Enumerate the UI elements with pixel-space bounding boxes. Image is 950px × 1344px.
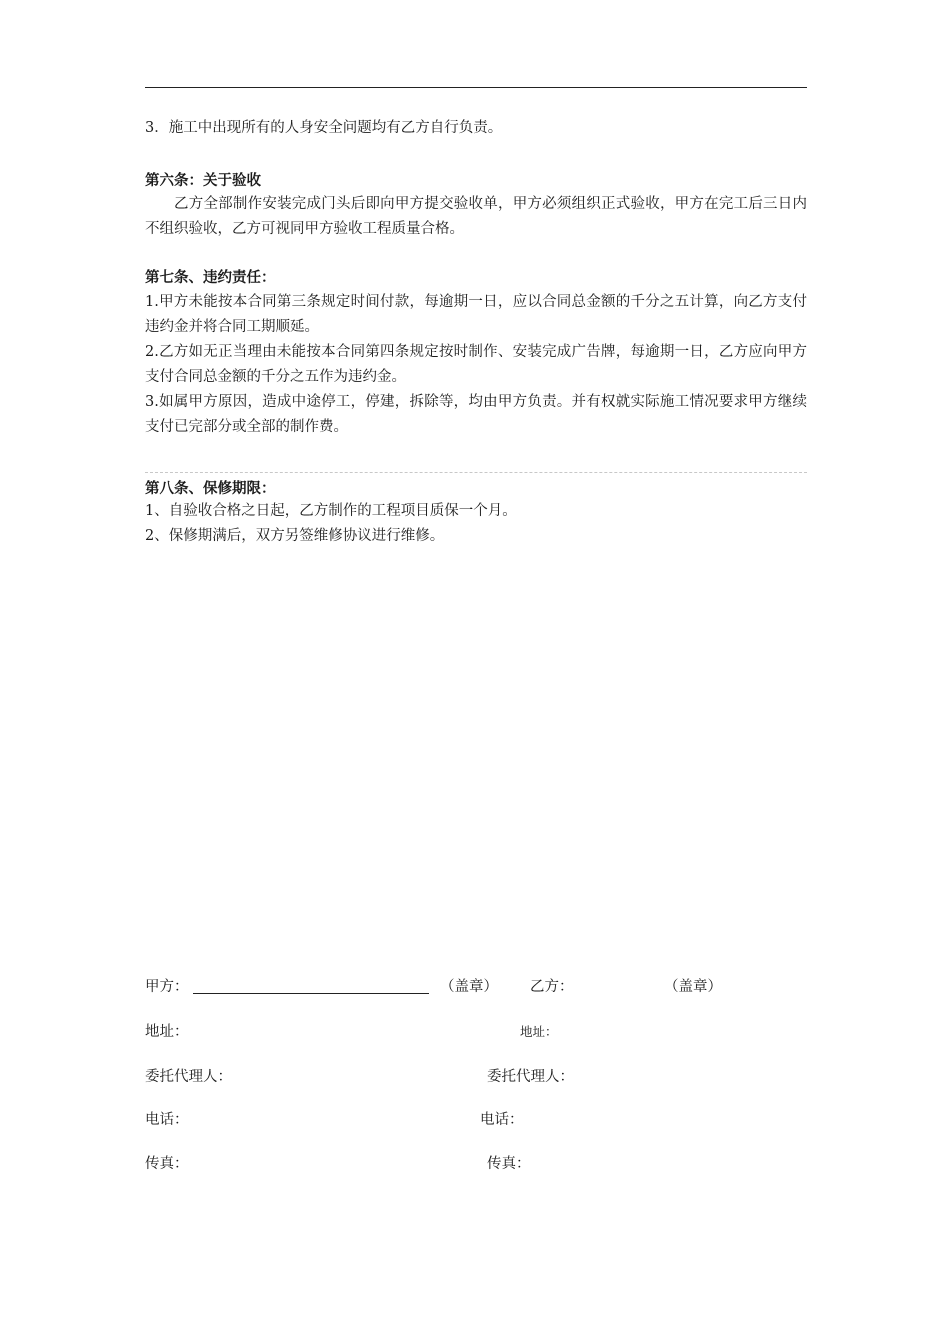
party-a-signature-line	[193, 993, 429, 994]
party-b-label: 乙方：	[530, 979, 574, 995]
party-a-agent: 委托代理人：	[145, 1069, 232, 1085]
party-b-seal: （盖章）	[664, 979, 722, 995]
clause7-item-1: 1.甲方未能按本合同第三条规定时间付款，每逾期一日，应以合同总金额的千分之五计算，向乙方支付违约金并将合同工期顺延。	[145, 294, 807, 335]
clause7-item-2: 2.乙方如无正当理由未能按本合同第四条规定按时制作、安装完成广告牌，每逾期一日，乙方应向甲方支付合同总金额的千分之五作为违约金。	[145, 344, 807, 385]
clause8-title: 第八条、保修期限：	[145, 481, 276, 497]
clause7-item-3: 3.如属甲方原因，造成中途停工，停建，拆除等，均由甲方负责。并有权就实际施工情况要求甲方继续支付已完部分或全部的制作费。	[145, 394, 807, 435]
party-a-fax: 传真：	[145, 1156, 189, 1172]
party-a-address: 地址：	[145, 1024, 189, 1040]
party-b-agent: 委托代理人：	[487, 1069, 574, 1085]
header-rule	[145, 87, 807, 88]
clause7-title: 第七条、违约责任：	[145, 270, 276, 286]
page-break-rule	[145, 472, 807, 473]
party-b-fax: 传真：	[487, 1156, 531, 1172]
clause8-item-1: 1、自验收合格之日起，乙方制作的工程项目质保一个月。	[145, 503, 517, 519]
party-b-address: 地址：	[520, 1024, 558, 1039]
party-b-phone: 电话：	[480, 1112, 524, 1128]
party-a-phone: 电话：	[145, 1112, 189, 1128]
party-a-seal: （盖章）	[440, 979, 498, 995]
clause6-text: 乙方全部制作安装完成门头后即向甲方提交验收单，甲方必须组织正式验收，甲方在完工后三日内不组织验收，乙方可视同甲方验收工程质量合格。	[145, 196, 807, 237]
party-a-label: 甲方：	[145, 979, 189, 995]
clause8-item-2: 2、保修期满后，双方另签维修协议进行维修。	[145, 528, 445, 544]
clause6-title: 第六条：关于验收	[145, 173, 261, 189]
clause5-item3: 3．施工中出现所有的人身安全问题均有乙方自行负责。	[145, 120, 503, 136]
